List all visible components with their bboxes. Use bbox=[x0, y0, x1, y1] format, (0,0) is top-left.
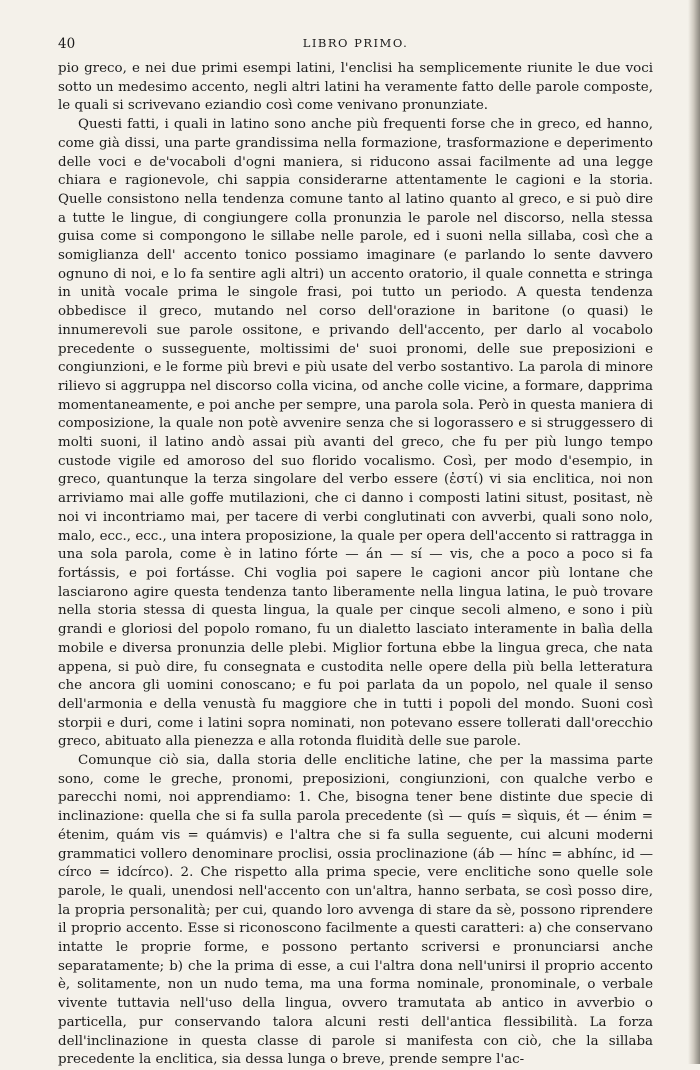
body-text bbox=[58, 60, 653, 1070]
paragraph: Questi fatti, i quali in latino sono anche più frequenti forse che in greco, ed hanno, come già dissi, una parte grandissima nella formazione, trasformazione e deperimento delle voci e de'vocaboli d'ogni maniera, si riducono assai facilmente ad una legge chiara e ragionevole, chi sappia considerarne attentamente le cagioni e la storia. Quelle consistono nella tendenza comune tanto al latino quanto al greco, e si può dire a tutte le lingue, di congiungere colla pronunzia le parole nel discorso, nella stessa guisa come si compongono le sillabe nelle parole, ed i suoni nella sillaba, così che a somiglianza dell' accento tonico possiamo imaginare (e parlando lo sente davvero ognuno di noi, e lo fa sentire agli altri) un accento oratorio, il quale connetta e stringa in unità vocale prima le singole frasi, poi tutto un periodo. A questa tendenza obbedisce il greco, mutando nel corso dell'orazione in baritone (o quasi) le innumerevoli sue parole ossitone, e privando dell'accento, per darlo al vocabolo precedente o susseguente, moltissimi de' suoi pronomi, delle sue preposizioni e congiunzioni, e le forme più brevi e più usate del verbo sostantivo. La parola di minore rilievo si aggruppa nel discorso colla vicina, od anche colle vicine, a formare, dapprima momentaneamente, e poi anche per sempre, una parola sola. Però in questa maniera di composizione, la quale non potè avvenire senza che si logorassero e si struggessero di molti suoni, il latino andò assai più avanti del greco, che fu per più lungo tempo custode vigile ed amoroso del suo florido vocalismo. Così, per modo d'esempio, in greco, quantunque la terza singolare del verbo essere (ἐστί) vi sia enclitica, noi non arriviamo mai alle goffe mutilazioni, che ci danno i composti latini situst, positast, nè noi vi incontriamo mai, per tacere di verbi conglutinati con avverbi, quali sono nolo, malo, ecc., ecc., una intera proposizione, la quale per opera dell'accento si rattragga in una sola parola, come è in latino fórte — án — sí — vis, che a poco a poco si fa fortássis, e poi fortásse. Chi voglia poi sapere le cagioni ancor più lontane che lasciarono agire questa tendenza tanto liberamente nella lingua latina, le può trovare nella storia stessa di questa lingua, la quale per cinque secoli almeno, e sono i più grandi e gloriosi del popolo romano, fu un dialetto lasciato interamente in balìa della mobile e diversa pronunzia delle plebi. Miglior fortuna ebbe la lingua greca, che nata appena, si può dire, fu consegnata e custodita nelle opere della più bella letteratura che ancora gli uomini conoscano; e fu poi parlata da un popolo, nel quale il senso dell'armonia e della venustà fu maggiore che in tutti i popoli del mondo. Suoni così storpii e duri, come i latini sopra nominati, non potevano essere tollerati dall'orecchio greco, abituato alla pienezza e alla rotonda fluidità delle sue parole. bbox=[58, 117, 653, 750]
page-number: 40 bbox=[58, 36, 76, 52]
book-page bbox=[58, 36, 653, 1070]
page-header bbox=[58, 36, 653, 60]
paragraph: Comunque ciò sia, dalla storia delle enclitiche latine, che per la massima parte sono, come le greche, pronomi, preposizioni, congiunzioni, con qualche verbo e parecchi nomi, noi apprendiamo: 1. Che, bisogna tener bene distinte due specie di inclinazione: quella che si fa sulla parola precedente (sì — quís = sìquis, ét — énim = étenim, quám vis = quámvis) e l'altra che si fa sulla seguente, cui alcuni moderni grammatici vollero denominare proclisi, ossia proclinazione (áb — hínc = abhínc, id — círco = idcírco). 2. Che rispetto alla prima specie, vere enclitiche sono quelle sole parole, le quali, unendosi nell'accento con un'altra, hanno serbata, se così posso dire, la propria personalità; per cui, quando loro avvenga di stare da sè, possono riprendere il proprio accento. Esse si riconoscono facilmente a questi caratteri: a) che conservano intatte le proprie forme, e possono pertanto scriversi e pronunciarsi anche separatamente; b) che la prima di esse, a cui l'altra dona nell'unirsi il proprio accento è, solitamente, non un nudo tema, ma una forma nominale, pronominale, o verbale vivente tuttavia nell'uso della lingua, ovvero tramutata ab antico in avverbio o particella, pur conservando talora alcuni resti dell'antica flessibilità. La forza dell'inclinazione in questa classe di parole si manifesta con ciò, che la sillaba precedente la enclitica, sia dessa lunga o breve, prende sempre l'ac- bbox=[58, 753, 653, 1068]
paragraph-continuation: pio greco, e nei due primi esempi latini, l'enclisi ha semplicemente riunite le due voci sotto un medesimo accento, negli altri latini ha veramente fatto delle parole composte, le quali si scrivevano eziandio così come venivano pronunziate. bbox=[58, 61, 653, 114]
book-spine-edge bbox=[688, 0, 700, 1064]
running-head: LIBRO PRIMO. bbox=[302, 36, 409, 50]
